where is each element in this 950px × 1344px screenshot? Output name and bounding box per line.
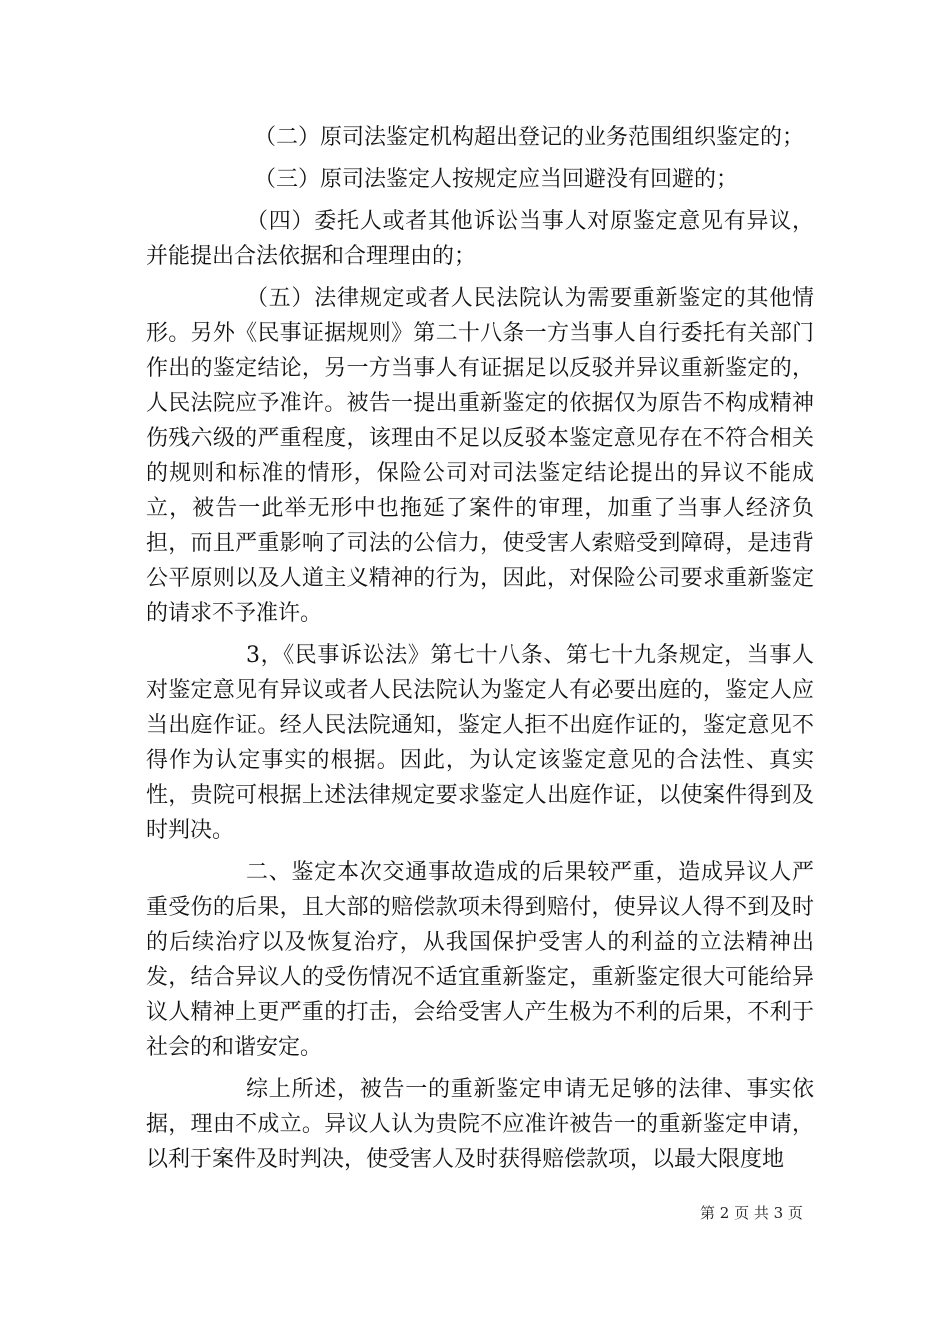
page-number: 第 2 页 共 3 页 xyxy=(700,1204,803,1222)
paragraph-item-5: （五）法律规定或者人民法院认为需要重新鉴定的其他情形。另外《民事证据规则》第二十八条一方当事人自行委托有关部门作出的鉴定结论，另一方当事人有证据足以反驳并异议重新鉴定的，人民法院应予准许。被告一提出重新鉴定的依据仅为原告不构成精神伤残六级的严重程度，该理由不足以反驳本鉴定意见存在不符合相关的规则和标准的情形，保险公司对司法鉴定结论提出的异议不能成立，被告一此举无形中也拖延了案件的审理，加重了当事人经济负担，而且严重影响了司法的公信力，使受害人索赔受到障碍，是违背公平原则以及人道主义精神的行为，因此，对保险公司要求重新鉴定的请求不予准许。 xyxy=(146,286,814,626)
paragraph-conclusion: 综上所述，被告一的重新鉴定申请无足够的法律、事实依据，理由不成立。异议人认为贵院不应准许被告一的重新鉴定申请，以利于案件及时判决，使受害人及时获得赔偿款项，以最大限度地 xyxy=(146,1077,814,1172)
document-body xyxy=(146,120,814,1184)
paragraph-section-two: 二、鉴定本次交通事故造成的后果较严重，造成异议人严重受伤的后果，且大部的赔偿款项未得到赔付，使异议人得不到及时的后续治疗以及恢复治疗，从我国保护受害人的利益的立法精神出发，结合异议人的受伤情况不适宜重新鉴定，重新鉴定很大可能给异议人精神上更严重的打击，会给受害人产生极为不利的后果，不利于社会的和谐安定。 xyxy=(146,860,814,1060)
paragraph-item-2: （二）原司法鉴定机构超出登记的业务范围组织鉴定的； xyxy=(254,125,805,150)
paragraph-item-3: （三）原司法鉴定人按规定应当回避没有回避的； xyxy=(254,167,739,192)
paragraph-item-4: （四）委托人或者其他诉讼当事人对原鉴定意见有异议，并能提出合法依据和合理理由的； xyxy=(146,209,814,269)
paragraph-law-78-79: 3，《民事诉讼法》第七十八条、第七十九条规定，当事人对鉴定意见有异议或者人民法院认为鉴定人有必要出庭的，鉴定人应当出庭作证。经人民法院通知，鉴定人拒不出庭作证的，鉴定意见不得作为认定事实的根据。因此，为认定该鉴定意见的合法性、真实性，贵院可根据上述法律规定要求鉴定人出庭作证，以使案件得到及时判决。 xyxy=(146,643,814,843)
